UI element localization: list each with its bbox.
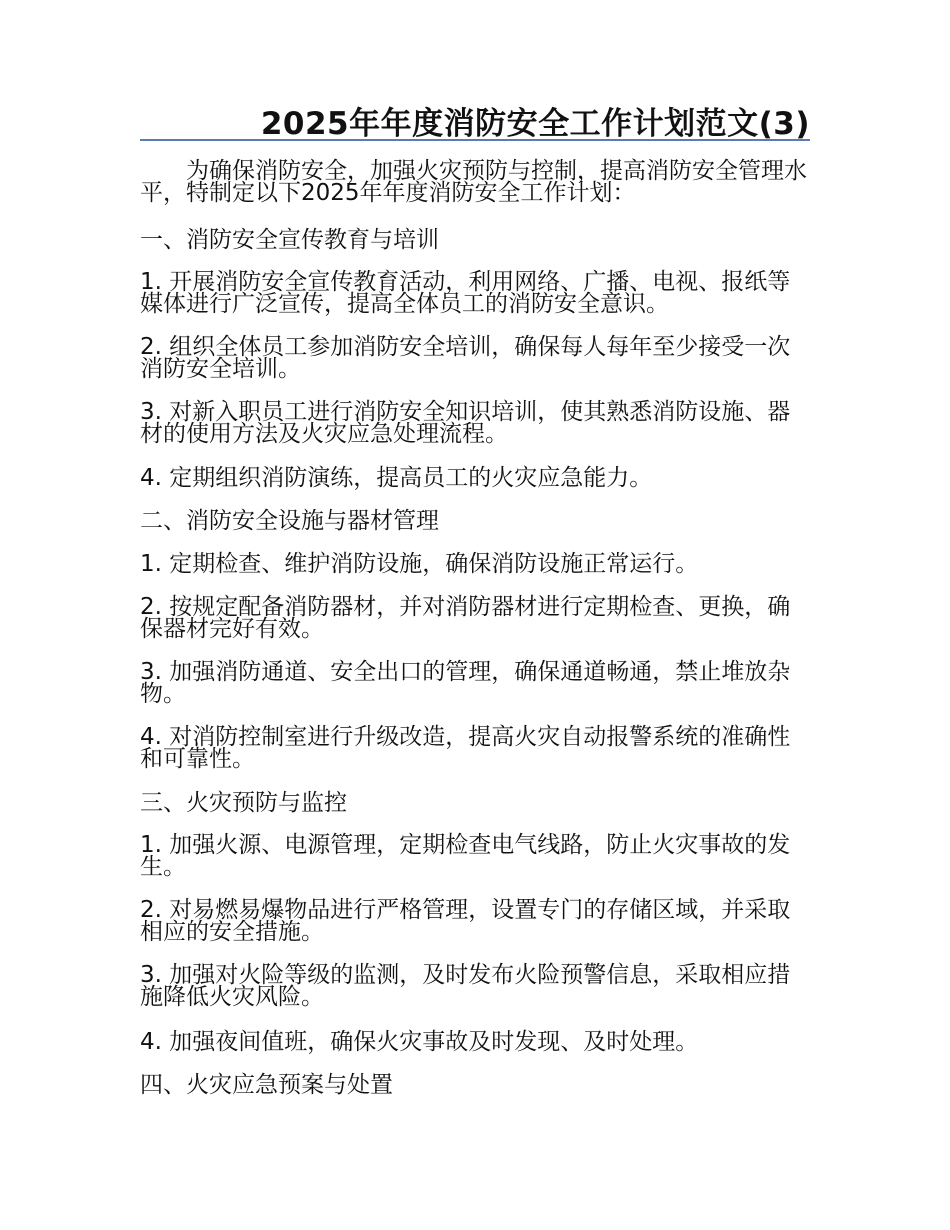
section-heading-3: 三、火灾预防与监控 <box>140 790 347 816</box>
section-3-item-2: 2. 对易燃易爆物品进行严格管理，设置专门的存储区域，并采取相应的安全措施。 <box>140 897 791 945</box>
section-3-item-4: 4. 加强夜间值班，确保火灾事故及时发现、及时处理。 <box>140 1029 699 1055</box>
section-2-item-2: 2. 按规定配备消防器材，并对消防器材进行定期检查、更换，确保器材完好有效。 <box>140 594 791 642</box>
section-1-item-1: 1. 开展消防安全宣传教育活动，利用网络、广播、电视、报纸等媒体进行广泛宣传，提高全体员工的消防安全意识。 <box>140 269 791 317</box>
document-title: 2025年年度消防安全工作计划范文(3) <box>260 106 810 142</box>
section-3-item-1: 1. 加强火源、电源管理，定期检查电气线路，防止火灾事故的发生。 <box>140 832 791 880</box>
section-3-item-3: 3. 加强对火险等级的监测，及时发布火险预警信息，采取相应措施降低火灾风险。 <box>140 962 791 1010</box>
section-heading-2: 二、消防安全设施与器材管理 <box>140 508 439 534</box>
section-1-item-3: 3. 对新入职员工进行消防安全知识培训，使其熟悉消防设施、器材的使用方法及火灾应急处理流程。 <box>140 399 791 447</box>
section-2-item-1: 1. 定期检查、维护消防设施，确保消防设施正常运行。 <box>140 551 699 577</box>
section-1-item-4: 4. 定期组织消防演练，提高员工的火灾应急能力。 <box>140 465 653 491</box>
section-2-item-4: 4. 对消防控制室进行升级改造，提高火灾自动报警系统的准确性和可靠性。 <box>140 724 791 772</box>
title-underline <box>140 139 810 141</box>
section-1-item-2: 2. 组织全体员工参加消防安全培训，确保每人每年至少接受一次消防安全培训。 <box>140 334 791 382</box>
section-heading-1: 一、消防安全宣传教育与培训 <box>140 227 439 253</box>
section-2-item-3: 3. 加强消防通道、安全出口的管理，确保通道畅通，禁止堆放杂物。 <box>140 659 791 707</box>
section-heading-4: 四、火灾应急预案与处置 <box>140 1072 393 1098</box>
intro-paragraph: 为确保消防安全，加强火灾预防与控制，提高消防安全管理水平，特制定以下2025年年度消防安全工作计划： <box>140 158 807 206</box>
